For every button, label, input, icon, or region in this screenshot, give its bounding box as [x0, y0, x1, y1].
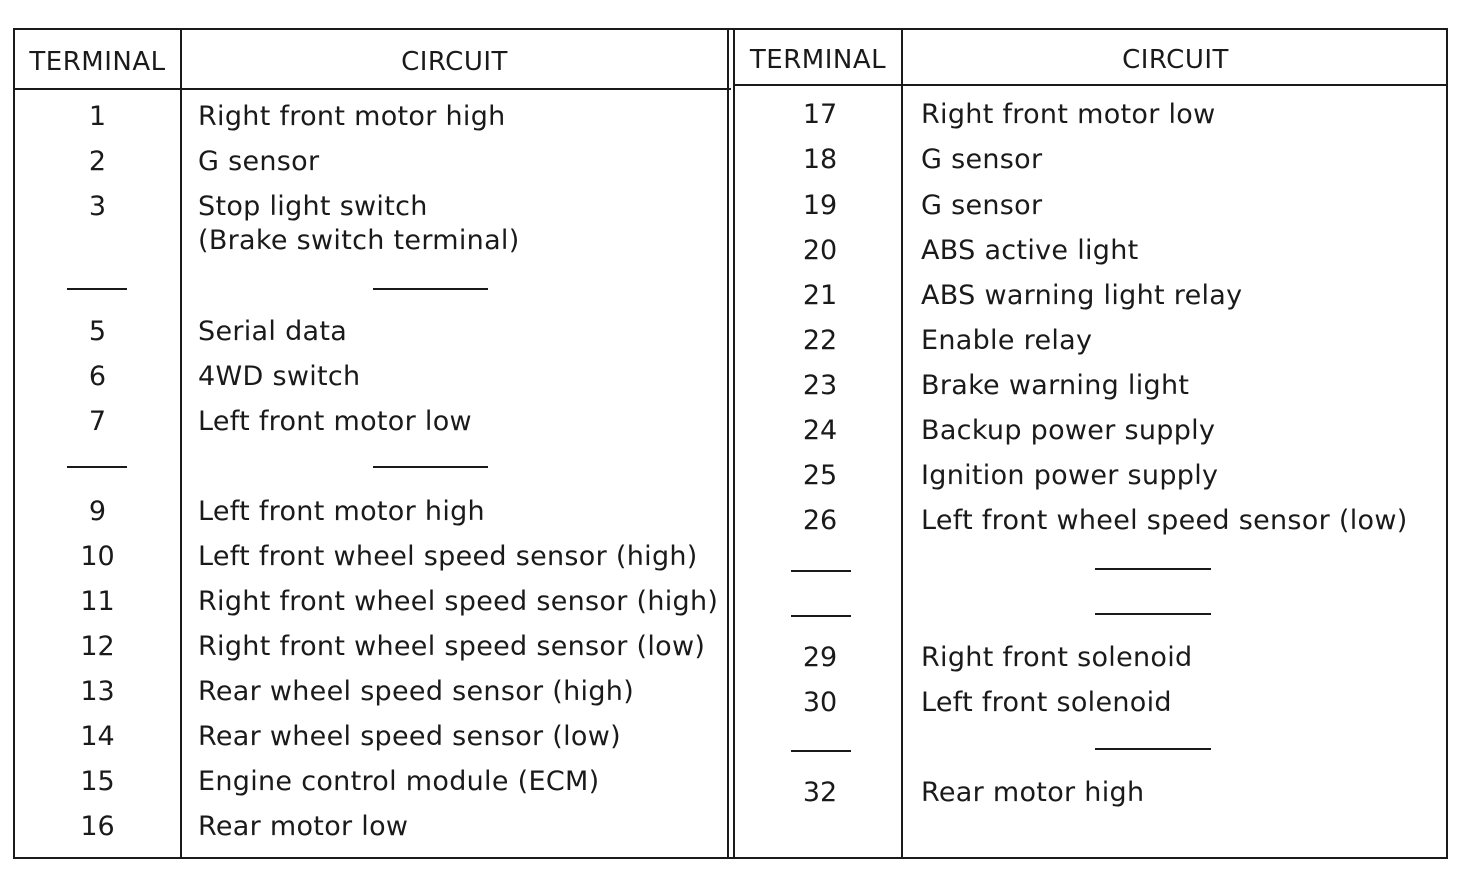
circuit-name: Right front motor high — [198, 101, 506, 132]
circuit-name: Rear motor low — [198, 811, 409, 842]
terminal-number: 30 — [802, 687, 838, 718]
table-row — [0, 459, 1472, 493]
terminal-number: 14 — [80, 721, 115, 752]
terminal-number: 5 — [88, 316, 107, 347]
table-row — [0, 732, 1472, 766]
terminal-number: 11 — [80, 586, 115, 617]
right-circuit-header: CIRCUIT — [1122, 45, 1229, 75]
table-row — [0, 143, 1472, 177]
terminal-number: 17 — [802, 99, 838, 130]
circuit-name: ABS warning light relay — [921, 280, 1243, 311]
terminal-number: 20 — [802, 235, 838, 266]
table-row — [0, 279, 1472, 313]
table-row — [0, 189, 1472, 223]
terminal-number: 26 — [802, 505, 838, 536]
left-header-divider — [13, 88, 731, 90]
terminal-number: 19 — [802, 190, 838, 221]
circuit-name: Stop light switch — [198, 191, 428, 222]
right-terminal-header: TERMINAL — [749, 45, 887, 75]
terminal-number: 24 — [802, 415, 838, 446]
terminal-number: 22 — [802, 325, 838, 356]
terminal-number: 1 — [88, 101, 107, 132]
terminal-number: 6 — [88, 361, 107, 392]
circuit-name: Right front solenoid — [921, 642, 1193, 673]
terminal-number: 25 — [802, 460, 838, 491]
circuit-name: Right front motor low — [921, 99, 1216, 130]
terminal-number: 21 — [802, 280, 838, 311]
circuit-name: Rear wheel speed sensor (high) — [198, 676, 635, 707]
table-row — [0, 369, 1472, 403]
table-row — [0, 98, 1472, 132]
blank-terminal-dash — [791, 750, 851, 752]
terminal-number: 16 — [80, 811, 115, 842]
table-row — [0, 686, 1472, 720]
table-row — [0, 504, 1472, 538]
table-row — [0, 810, 730, 844]
circuit-name: Left front wheel speed sensor (low) — [921, 505, 1408, 536]
circuit-name: Engine control module (ECM) — [198, 766, 600, 797]
blank-circuit-dash — [1095, 568, 1211, 570]
terminal-number: 18 — [802, 144, 838, 175]
left-terminal-header: TERMINAL — [29, 47, 166, 77]
left-circuit-header: CIRCUIT — [401, 47, 508, 77]
terminal-number: 9 — [88, 496, 107, 527]
circuit-name: Rear motor high — [921, 777, 1145, 808]
table-row — [0, 552, 1472, 586]
circuit-name: ABS active light — [921, 235, 1139, 266]
table-row — [0, 234, 1472, 268]
terminal-number: 10 — [80, 541, 115, 572]
circuit-name: G sensor — [198, 146, 320, 177]
blank-terminal-dash — [791, 570, 851, 572]
table-row — [0, 776, 1472, 810]
circuit-note: (Brake switch terminal) — [198, 225, 520, 256]
terminal-number: 32 — [802, 777, 838, 808]
table-row — [0, 597, 1472, 631]
terminal-number: 15 — [80, 766, 115, 797]
terminal-number: 29 — [802, 642, 838, 673]
blank-circuit-dash — [1095, 748, 1211, 750]
circuit-name: Left front wheel speed sensor (high) — [198, 541, 698, 572]
circuit-name: Enable relay — [921, 325, 1093, 356]
circuit-name: Brake warning light — [921, 370, 1190, 401]
right-header-divider — [733, 84, 1448, 86]
circuit-name: Left front motor low — [198, 406, 472, 437]
blank-circuit-dash — [1095, 613, 1211, 615]
circuit-name: Rear wheel speed sensor (low) — [198, 721, 621, 752]
circuit-name: Right front wheel speed sensor (high) — [198, 586, 719, 617]
circuit-name: Serial data — [198, 316, 348, 347]
circuit-name: Ignition power supply — [921, 460, 1219, 491]
circuit-name: G sensor — [921, 190, 1043, 221]
table-row — [0, 414, 1472, 448]
terminal-number: 2 — [88, 146, 107, 177]
blank-terminal-dash — [791, 615, 851, 617]
terminal-number: 3 — [88, 191, 107, 222]
table-row — [0, 324, 1472, 358]
terminal-number: 13 — [80, 676, 115, 707]
circuit-name: 4WD switch — [198, 361, 361, 392]
terminal-number: 7 — [88, 406, 107, 437]
terminal-number: 12 — [80, 631, 115, 662]
circuit-name: Backup power supply — [921, 415, 1216, 446]
circuit-name: Right front wheel speed sensor (low) — [198, 631, 706, 662]
circuit-name: Left front motor high — [198, 496, 485, 527]
terminal-number: 23 — [802, 370, 838, 401]
circuit-name: Left front solenoid — [921, 687, 1172, 718]
table-row — [0, 641, 1472, 675]
circuit-name: G sensor — [921, 144, 1043, 175]
